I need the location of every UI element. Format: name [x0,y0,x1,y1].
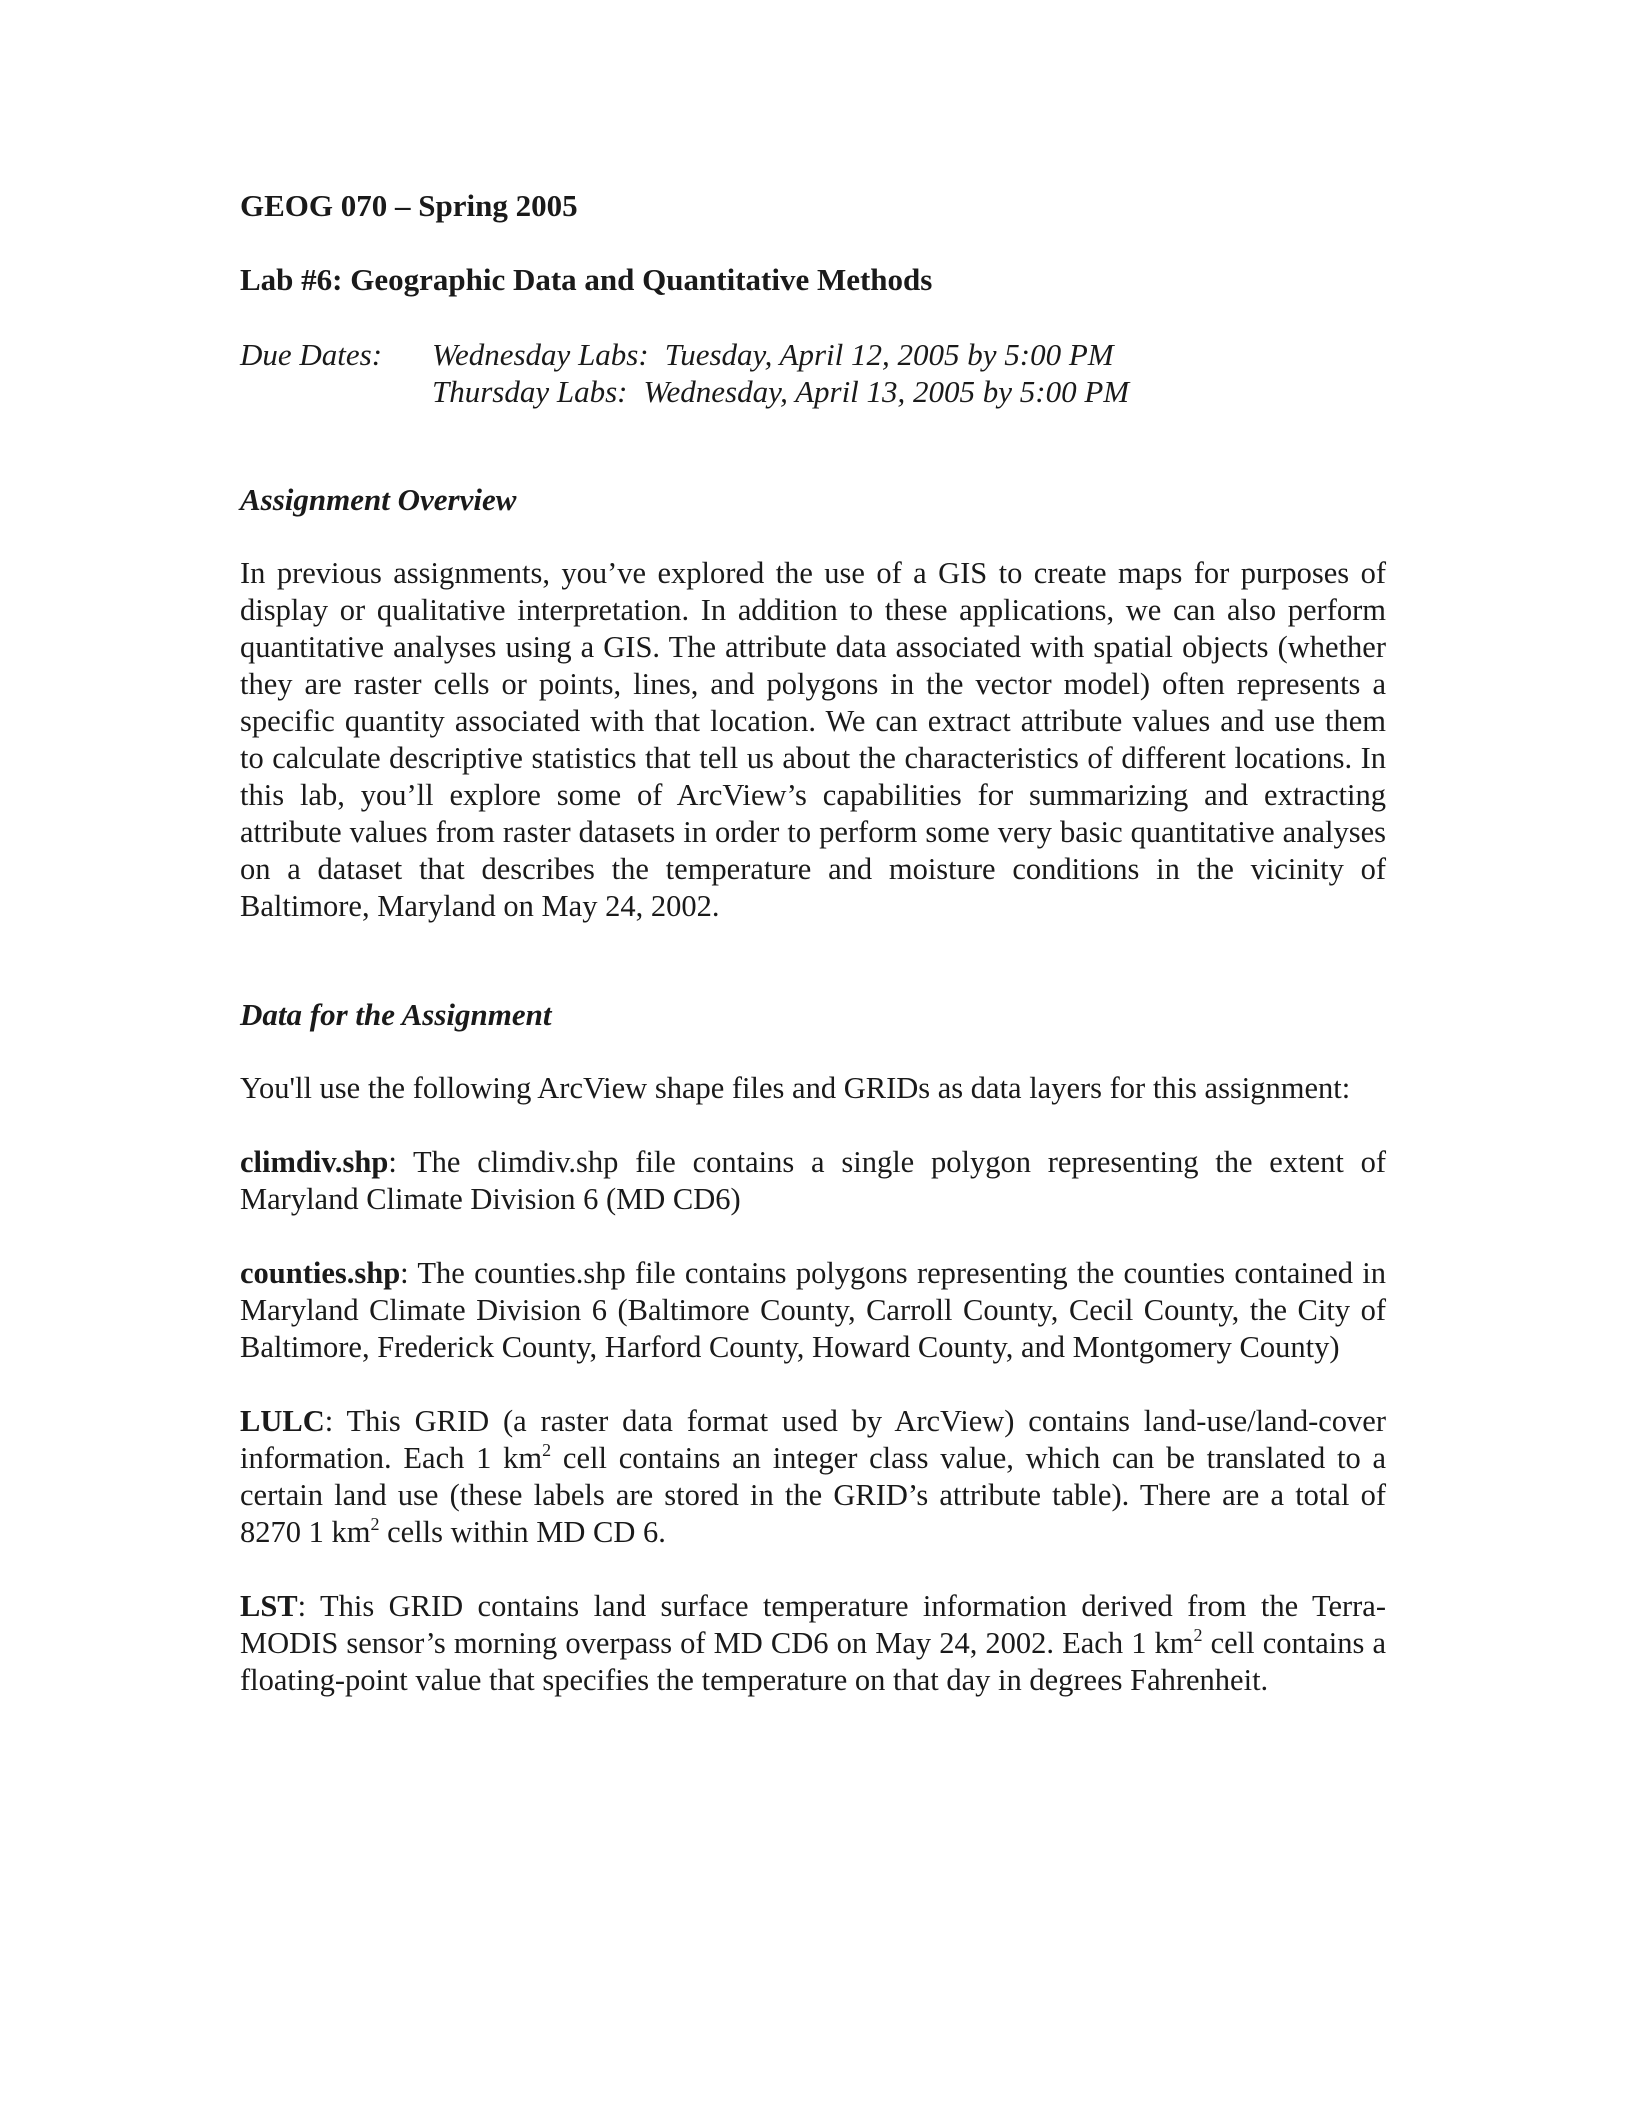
due-date-entry [432,373,1129,410]
overview-paragraph: In previous assignments, you’ve explored the use of a GIS to create maps for purposes of display or qualitative interpretation. In addition to these applications, we can also perform quantitative analyses using a GIS. The attribute data associated with spatial objects (whether they are raster cells or points, lines, and polygons in the vector model) often represents a specific quantity associated with that location. We can extract attribute values and use them to calculate descriptive statistics that tell us about the characteristics of different locations. In this lab, you’ll explore some of ArcView’s capabilities for summarizing and extracting attribute values from raster datasets in order to perform some very basic quantitative analyses on a dataset that describes the temperature and moisture conditions in the vicinity of Baltimore, Maryland on May 24, 2002. [240,556,1386,923]
counties-paragraph [240,1255,1386,1366]
lulc-superscript-1: 2 [542,1440,552,1460]
data-intro-paragraph: You'll use the following ArcView shape files and GRIDs as data layers for this assignment: [240,1071,1351,1105]
lulc-superscript-2: 2 [370,1514,380,1534]
lst-paragraph [240,1588,1386,1699]
overview-heading: Assignment Overview [240,482,517,517]
lab-title: Lab #6: Geographic Data and Quantitative Methods [240,262,933,297]
document-page [240,188,1386,1699]
lulc-description-part-1: : This GRID (a raster data format used by ArcView) contains land-use/land-cover information. Each 1 km [240,1404,1386,1475]
data-heading: Data for the Assignment [240,997,552,1032]
course-title: GEOG 070 – Spring 2005 [240,188,578,223]
lst-description-part-1: : This GRID contains land surface temperature information derived from the Terra-MODIS sensor’s morning overpass of MD CD6 on May 24, 2002. Each 1 km [240,1589,1386,1660]
counties-term: counties.shp [240,1256,401,1290]
due-date-value: Wednesday, April 13, 2005 by 5:00 PM [643,374,1130,409]
lulc-description-part-2: cell contains an integer class value, which can be translated to a certain land use (these labels are stored in the GRID’s attribute table). There are a total of 8270 1 km [240,1441,1387,1549]
lst-term: LST [240,1589,298,1623]
climdiv-paragraph [240,1144,1386,1218]
due-date-value: Tuesday, April 12, 2005 by 5:00 PM [664,337,1114,372]
lulc-term: LULC [240,1404,325,1438]
counties-description: : The counties.shp file contains polygons representing the counties contained in Maryland Climate Division 6 (Baltimore County, Carroll County, Cecil County, the City of Baltimore, Frederick County, Harford County, Howard County, and Montgomery County) [240,1256,1386,1364]
due-dates-list [432,336,1129,410]
due-dates [240,336,1386,410]
climdiv-term: climdiv.shp [240,1145,389,1179]
due-date-group: Thursday Labs: [432,374,628,409]
lst-description-part-2: cell contains a floating-point value that specifies the temperature on that day in degrees Fahrenheit. [240,1626,1387,1697]
due-date-group: Wednesday Labs: [432,337,649,372]
lulc-description-part-3: cells within MD CD 6. [379,1515,666,1549]
due-dates-label: Due Dates: [240,337,383,372]
lulc-paragraph [240,1403,1386,1551]
due-date-entry [432,336,1129,373]
climdiv-description: : The climdiv.shp file contains a single polygon representing the extent of Maryland Climate Division 6 (MD CD6) [240,1145,1386,1216]
lst-superscript-1: 2 [1193,1625,1203,1645]
